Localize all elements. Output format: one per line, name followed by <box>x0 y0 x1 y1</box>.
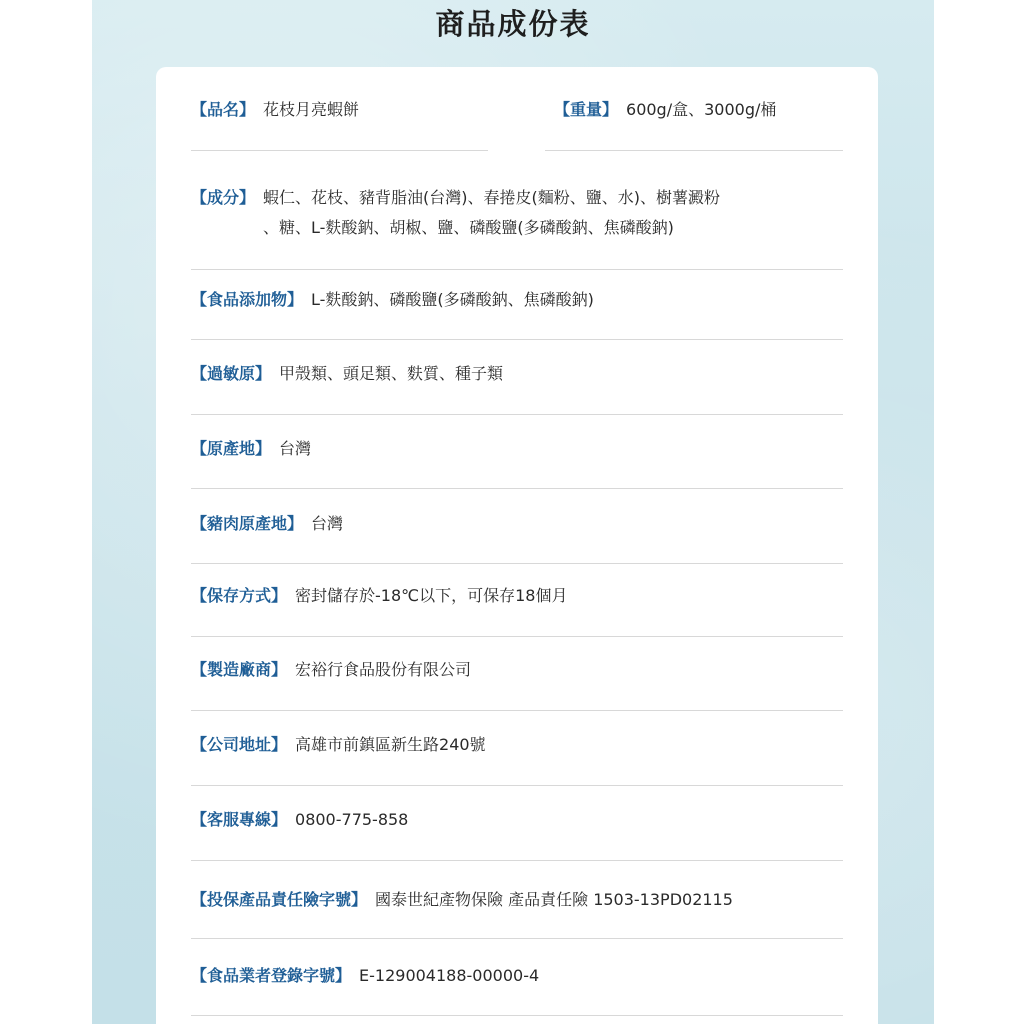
divider <box>191 938 843 939</box>
divider <box>191 1015 843 1016</box>
ingredients-value <box>263 183 803 243</box>
divider <box>191 269 843 270</box>
ingredients-line-1: 蝦仁、花枝、豬背脂油(台灣)、春捲皮(麵粉、鹽、水)、樹薯澱粉 <box>263 188 720 207</box>
origin-row <box>191 434 843 464</box>
background-panel <box>92 0 934 1024</box>
divider <box>191 636 843 637</box>
product-name-value: 花枝月亮蝦餅 <box>263 100 360 119</box>
registration-label: 【食品業者登錄字號】 <box>191 966 352 985</box>
address-row <box>191 730 843 760</box>
service-line-value: 0800-775-858 <box>295 810 409 829</box>
additives-label: 【食品添加物】 <box>191 290 304 309</box>
divider <box>191 414 843 415</box>
origin-label: 【原產地】 <box>191 439 272 458</box>
divider <box>191 563 843 564</box>
product-name-label: 【品名】 <box>191 100 256 119</box>
registration-value: E-129004188-00000-4 <box>359 966 540 985</box>
allergens-value: 甲殼類、頭足類、麩質、種子類 <box>279 364 504 383</box>
address-label: 【公司地址】 <box>191 735 288 754</box>
storage-value: 密封儲存於-18℃以下，可保存18個月 <box>295 586 568 605</box>
ingredients-label: 【成分】 <box>191 188 256 207</box>
divider <box>191 860 843 861</box>
insurance-value: 國泰世紀產物保險 產品責任險 1503-13PD02115 <box>375 890 733 909</box>
pork-origin-value: 台灣 <box>311 514 344 533</box>
additives-row <box>191 285 843 315</box>
storage-label: 【保存方式】 <box>191 586 288 605</box>
weight-label: 【重量】 <box>554 100 619 119</box>
pork-origin-label: 【豬肉原產地】 <box>191 514 304 533</box>
divider <box>191 710 843 711</box>
additives-value: L-麩酸鈉、磷酸鹽(多磷酸鈉、焦磷酸鈉) <box>311 290 594 309</box>
pork-origin-row <box>191 509 843 539</box>
ingredients-row <box>191 183 843 243</box>
weight-row <box>554 95 854 125</box>
service-line-row <box>191 805 843 835</box>
origin-value: 台灣 <box>279 439 312 458</box>
address-value: 高雄市前鎮區新生路240號 <box>295 735 486 754</box>
divider <box>191 150 488 151</box>
ingredient-card <box>156 67 878 1024</box>
divider <box>191 785 843 786</box>
ingredients-line-2: 、糖、L-麩酸鈉、胡椒、鹽、磷酸鹽(多磷酸鈉、焦磷酸鈉) <box>263 218 674 237</box>
divider <box>191 339 843 340</box>
insurance-label: 【投保產品責任險字號】 <box>191 890 368 909</box>
manufacturer-row <box>191 655 843 685</box>
registration-row <box>191 961 843 991</box>
allergens-row <box>191 359 843 389</box>
manufacturer-label: 【製造廠商】 <box>191 660 288 679</box>
manufacturer-value: 宏裕行食品股份有限公司 <box>295 660 472 679</box>
weight-value: 600g/盒、3000g/桶 <box>626 100 777 119</box>
service-line-label: 【客服專線】 <box>191 810 288 829</box>
storage-row <box>191 581 843 611</box>
allergens-label: 【過敏原】 <box>191 364 272 383</box>
divider <box>545 150 843 151</box>
insurance-row <box>191 885 843 915</box>
divider <box>191 488 843 489</box>
page-title: 商品成份表 <box>435 7 591 41</box>
